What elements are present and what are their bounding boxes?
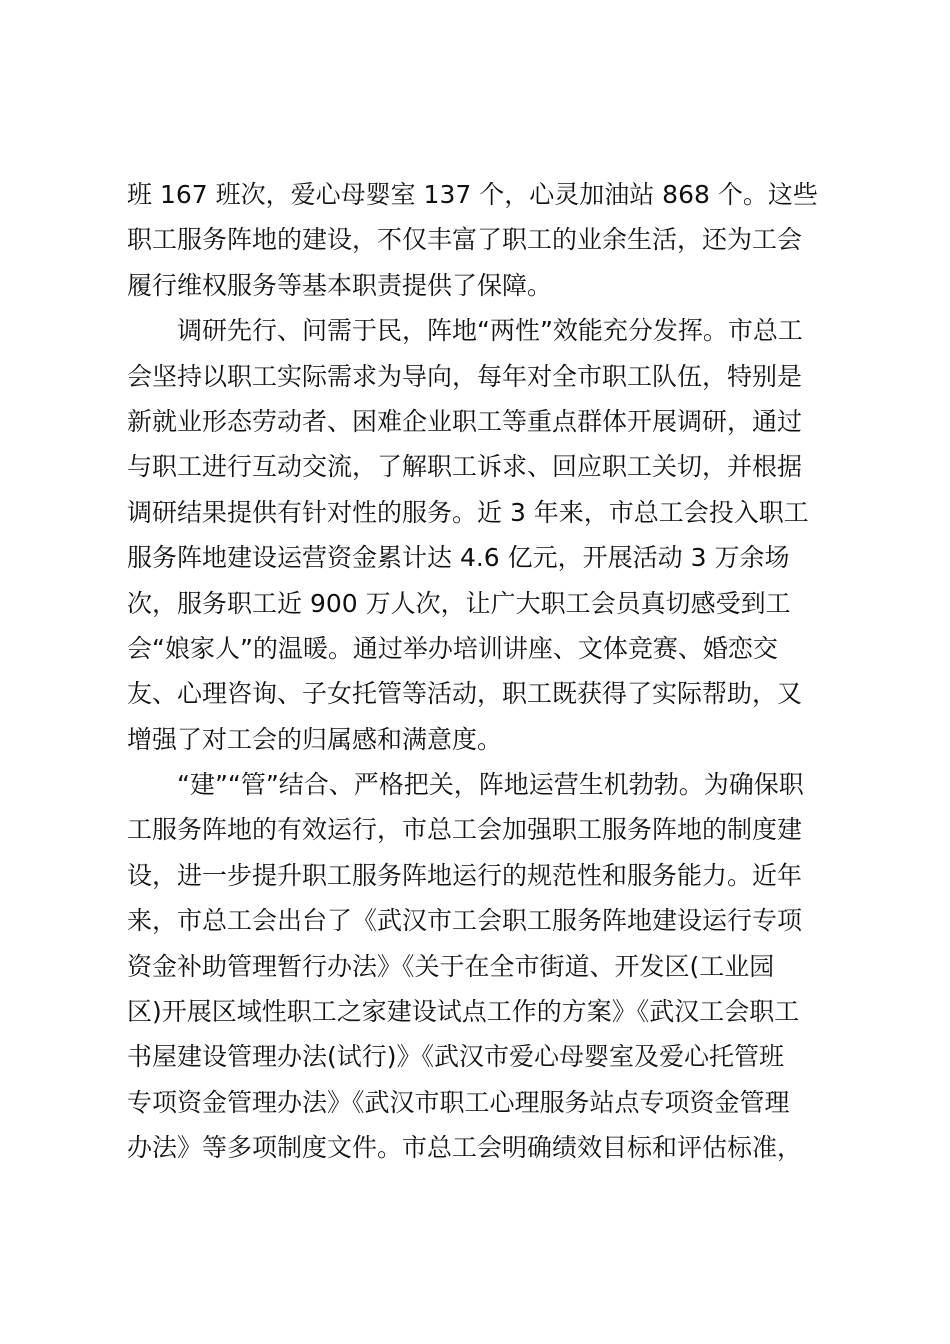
- text-line: 服务阵地建设运营资金累计达 4.6 亿元，开展活动 3 万余场: [127, 543, 790, 573]
- text-line: 书屋建设管理办法(试行)》《武汉市爱心母婴室及爱心托管班: [127, 1042, 785, 1072]
- text-line: 履行维权服务等基本职责提供了保障。: [127, 270, 553, 300]
- text-line: 工服务阵地的有效运行，市总工会加强职工服务阵地的制度建: [127, 815, 803, 845]
- text-line: 区)开展区域性职工之家建设试点工作的方案》《武汉工会职工: [127, 997, 800, 1027]
- text-line: 调研结果提供有针对性的服务。近 3 年来，市总工会投入职工: [127, 497, 809, 527]
- text-line: 会“娘家人”的温暖。通过举办培训讲座、文体竞赛、婚恋交: [127, 633, 778, 663]
- text-line: 专项资金管理办法》《武汉市职工心理服务站点专项资金管理: [127, 1087, 790, 1117]
- text-line: 资金补助管理暂行办法》《关于在全市街道、开发区(工业园: [127, 951, 775, 981]
- text-line: 办法》等多项制度文件。市总工会明确绩效目标和评估标准，: [127, 1133, 803, 1163]
- text-line: 新就业形态劳动者、困难企业职工等重点群体开展调研，通过: [127, 406, 803, 436]
- text-line: 友、心理咨询、子女托管等活动，职工既获得了实际帮助，又: [127, 679, 803, 709]
- text-line: 来，市总工会出台了《武汉市工会职工服务阵地建设运行专项: [127, 906, 803, 936]
- text-line: 与职工进行互动交流，了解职工诉求、回应职工关切，并根据: [127, 452, 803, 482]
- text-line: 次，服务职工近 900 万人次，让广大职工会员真切感受到工: [127, 588, 791, 618]
- text-line: 职工服务阵地的建设，不仅丰富了职工的业余生活，还为工会: [127, 225, 803, 255]
- body-text: [127, 172, 827, 1171]
- text-line: 调研先行、问需于民，阵地“两性”效能充分发挥。市总工: [127, 316, 803, 346]
- text-line: 设，进一步提升职工服务阵地运行的规范性和服务能力。近年: [127, 860, 803, 890]
- text-line: “建”“管”结合、严格把关，阵地运营生机勃勃。为确保职: [127, 770, 804, 800]
- text-line: 班 167 班次，爱心母婴室 137 个，心灵加油站 868 个。这些: [127, 180, 818, 209]
- text-line: 会坚持以职工实际需求为导向，每年对全市职工队伍，特别是: [127, 361, 803, 391]
- text-line: 增强了对工会的归属感和满意度。: [127, 724, 503, 754]
